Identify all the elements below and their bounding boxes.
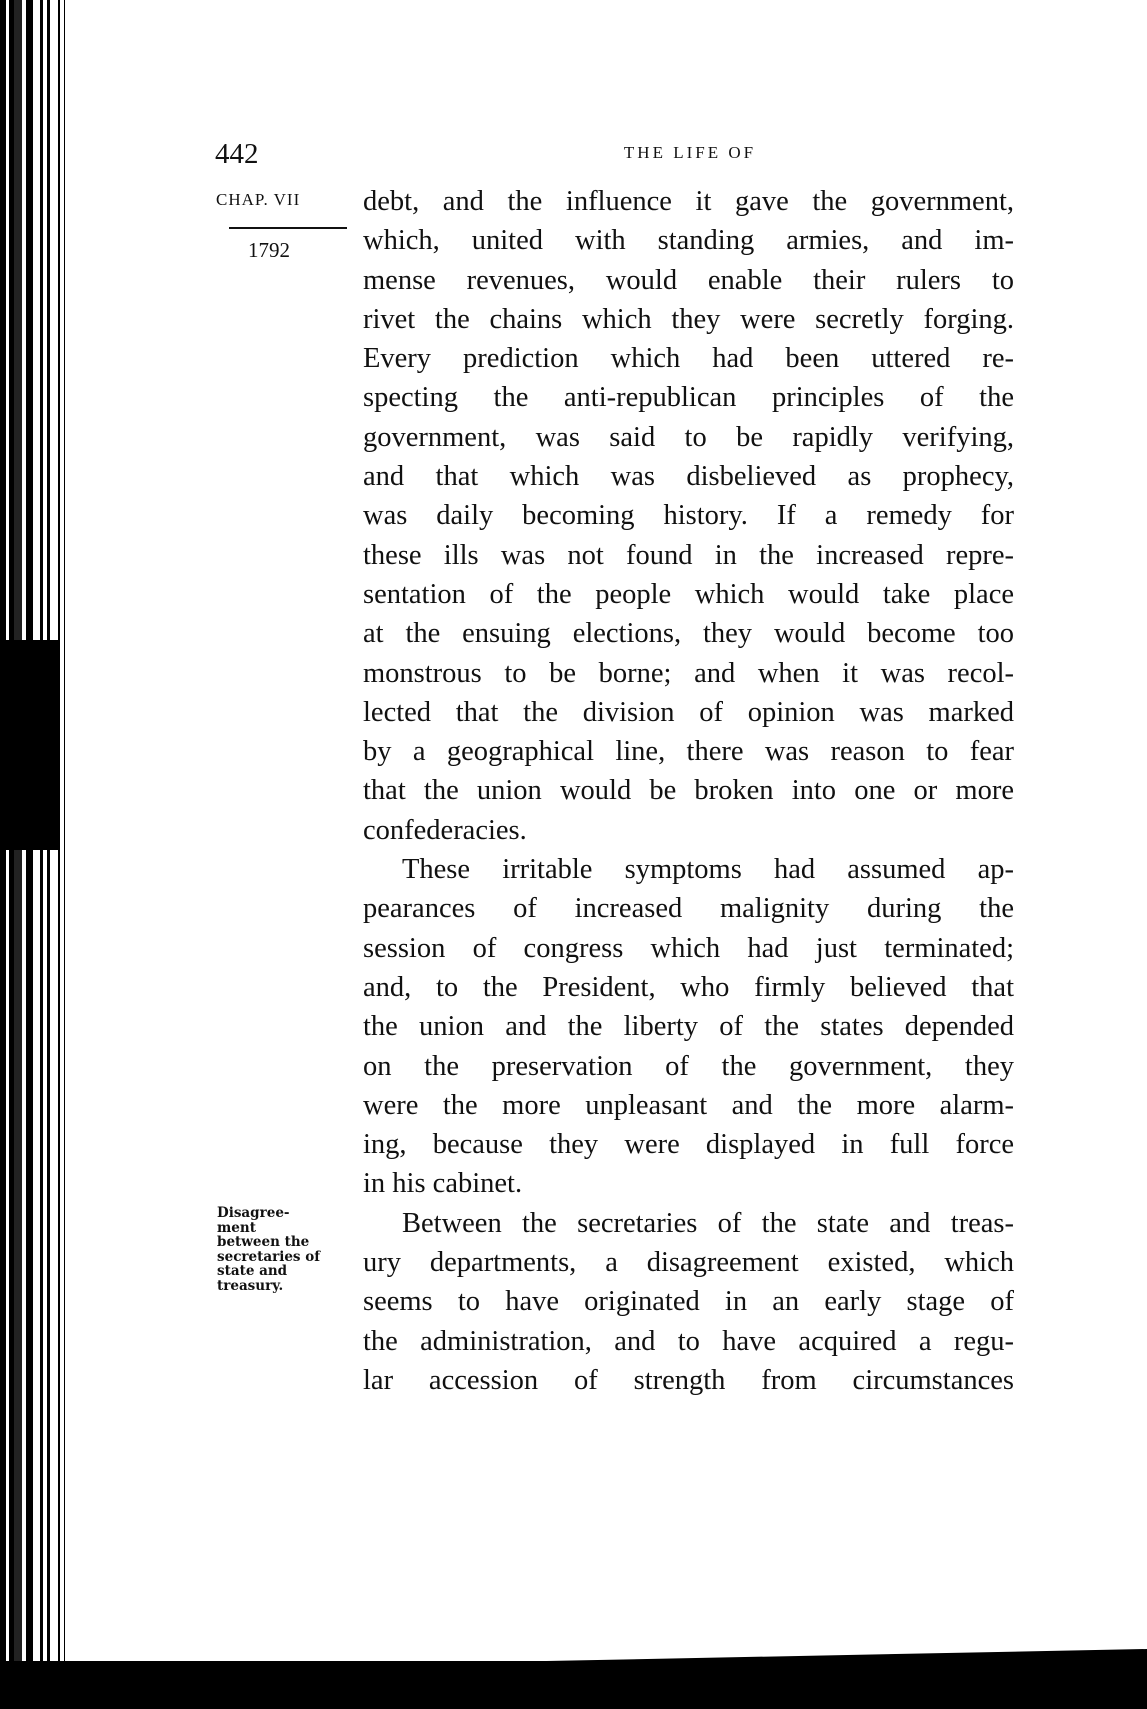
- text-line: ury departments, a disagreement existed, which: [363, 1247, 1014, 1279]
- text-line: specting the anti-republican principles of the: [363, 382, 1014, 414]
- running-title: THE LIFE OF: [623, 143, 757, 162]
- text-line: seems to have originated in an early stage of: [363, 1286, 1014, 1318]
- text-line: in his cabinet.: [363, 1168, 523, 1200]
- chapter-label: CHAP. VII: [216, 190, 301, 209]
- margin-note-line: treasury.: [217, 1277, 284, 1294]
- margin-note-line: Disagree-: [217, 1205, 290, 1221]
- text-line: debt, and the influence it gave the government,: [363, 186, 1014, 217]
- text-line: session of congress which had just terminated;: [363, 932, 1014, 964]
- text-line: pearances of increased malignity during the: [363, 893, 1014, 925]
- book-binding-shadow-dark: [0, 640, 60, 850]
- text-line: confederacies.: [363, 814, 527, 846]
- text-line: which, united with standing armies, and im-: [363, 225, 1014, 257]
- margin-note-line: state and: [217, 1263, 288, 1279]
- text-line: rivet the chains which they were secretly forging.: [363, 303, 1014, 335]
- text-line: mense revenues, would enable their rulers to: [363, 264, 1014, 296]
- page-number: 442: [215, 138, 259, 170]
- text-line: the union and the liberty of the states depended: [363, 1011, 1014, 1043]
- text-line: government, was said to be rapidly verifying,: [363, 421, 1014, 453]
- text-line: ing, because they were displayed in full force: [363, 1129, 1014, 1161]
- text-line: was daily becoming history. If a remedy for: [363, 500, 1014, 532]
- text-line: and, to the President, who firmly believed that: [363, 971, 1014, 1003]
- text-line: at the ensuing elections, they would become too: [363, 618, 1014, 650]
- margin-note-line: ment: [217, 1219, 256, 1236]
- text-line: and that which was disbelieved as prophecy,: [363, 461, 1014, 493]
- text-line: by a geographical line, there was reason to fear: [363, 736, 1014, 768]
- margin-note-line: between the: [217, 1234, 310, 1250]
- text-line: on the preservation of the government, they: [363, 1050, 1014, 1082]
- text-line: that the union would be broken into one or more: [363, 775, 1014, 807]
- margin-year: 1792: [248, 238, 290, 262]
- text-line: These irritable symptoms had assumed ap-: [402, 854, 1014, 886]
- book-binding-shadow: [0, 0, 80, 1709]
- margin-note: [217, 1206, 357, 1293]
- text-line: these ills was not found in the increased repre-: [363, 539, 1014, 571]
- text-line: lar accession of strength from circumstances: [363, 1364, 1014, 1396]
- text-line: Every prediction which had been uttered re-: [363, 343, 1014, 375]
- body-text: [363, 182, 1014, 1400]
- text-line: lected that the division of opinion was marked: [363, 696, 1014, 728]
- text-line: Between the secretaries of the state and treas-: [402, 1207, 1014, 1239]
- text-line: monstrous to be borne; and when it was recol-: [363, 657, 1014, 689]
- page-bottom-shadow: [0, 1661, 1147, 1709]
- margin-rule: [229, 227, 347, 229]
- text-line: the administration, and to have acquired a regu-: [363, 1325, 1014, 1357]
- text-line: sentation of the people which would take place: [363, 578, 1014, 610]
- margin-note-line: secretaries of: [217, 1248, 321, 1265]
- text-line: were the more unpleasant and the more alarm-: [363, 1089, 1014, 1121]
